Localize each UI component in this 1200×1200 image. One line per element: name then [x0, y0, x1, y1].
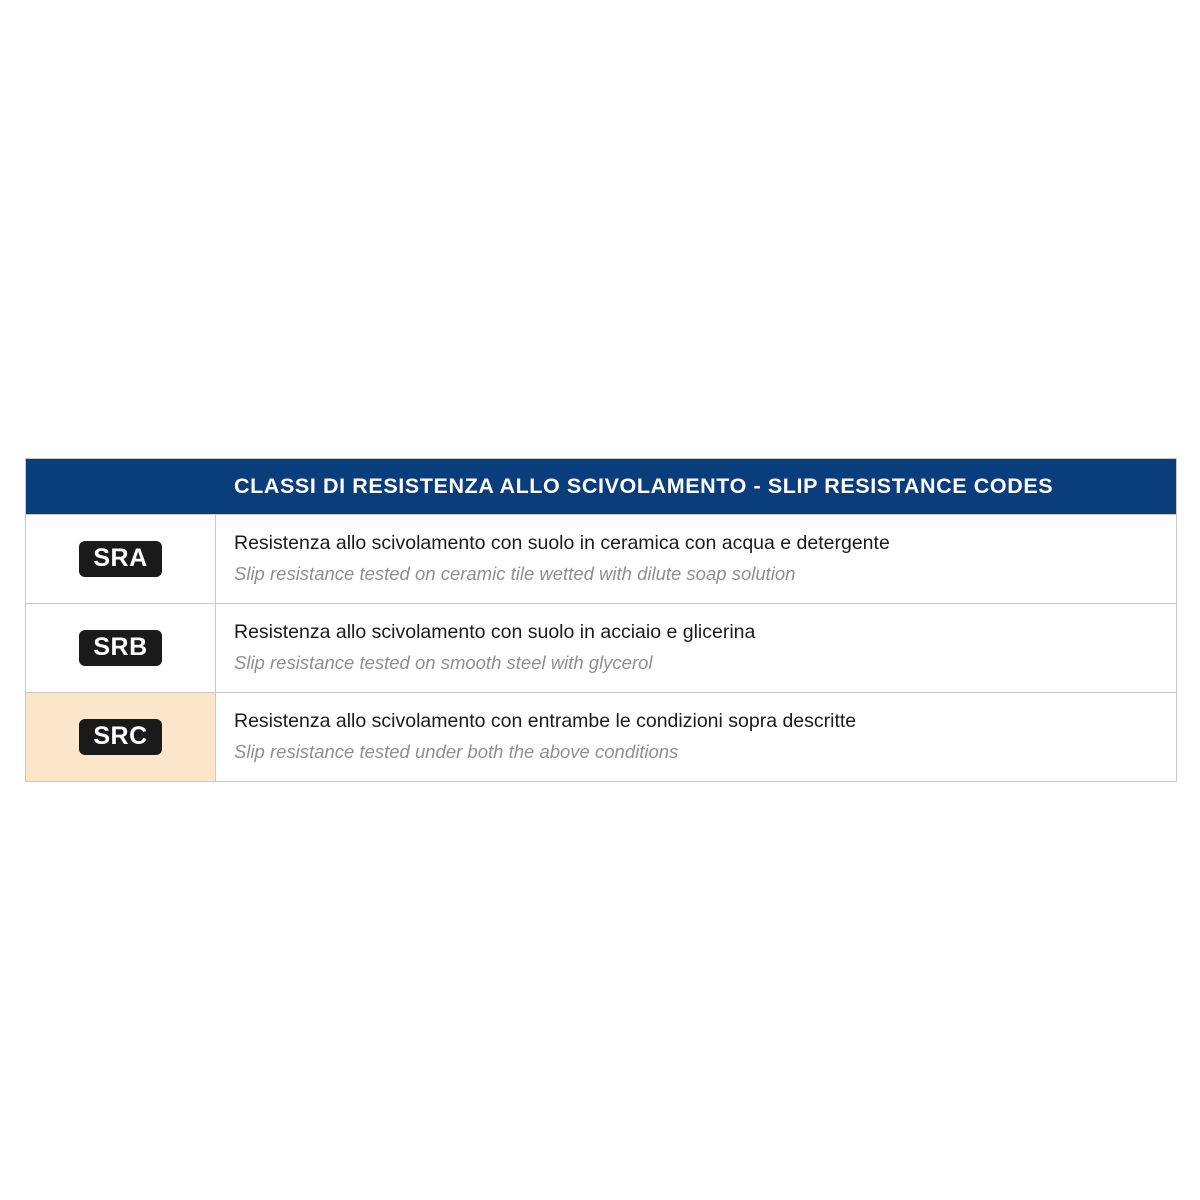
- status-badge: SRA: [79, 541, 161, 578]
- table-header-title-cell: [216, 459, 1176, 514]
- status-badge: SRC: [79, 719, 161, 756]
- description-cell: [216, 693, 1176, 781]
- code-cell: [26, 515, 216, 603]
- table-title: CLASSI DI RESISTENZA ALLO SCIVOLAMENTO - SLIP RESISTANCE CODES: [234, 474, 1054, 498]
- code-cell: [26, 693, 216, 781]
- table-row: [26, 515, 1176, 604]
- description-english: Slip resistance tested on smooth steel with glycerol: [234, 652, 653, 674]
- description-italian: Resistenza allo scivolamento con entrambe le condizioni sopra descritte: [234, 710, 857, 733]
- status-badge: SRB: [79, 630, 161, 667]
- description-italian: Resistenza allo scivolamento con suolo in ceramica con acqua e detergente: [234, 532, 890, 554]
- description-italian: Resistenza allo scivolamento con suolo in acciaio e glicerina: [234, 621, 756, 644]
- description-english: Slip resistance tested on ceramic tile wetted with dilute soap solution: [234, 563, 796, 585]
- description-cell: [216, 604, 1176, 692]
- description-english: Slip resistance tested under both the above conditions: [234, 741, 679, 763]
- table-row: [26, 693, 1176, 781]
- description-cell: [216, 515, 1176, 603]
- table-row: [26, 604, 1176, 693]
- code-cell: [26, 604, 216, 692]
- table-header-row: [26, 459, 1176, 515]
- slip-resistance-table: [25, 458, 1177, 782]
- table-header-code-column: [26, 459, 216, 514]
